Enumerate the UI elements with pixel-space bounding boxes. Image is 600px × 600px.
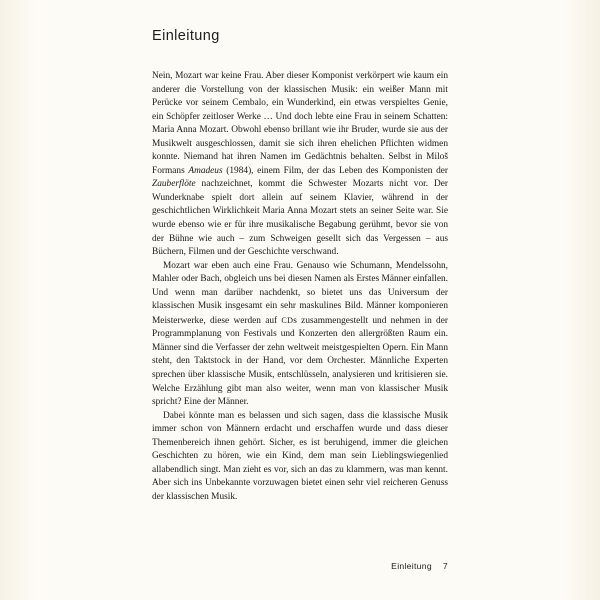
body-text-column (152, 70, 448, 505)
page-title: Einleitung (152, 28, 220, 44)
footer-chapter-label: Einleitung (391, 561, 432, 571)
page-footer (152, 561, 448, 571)
page-number: 7 (442, 561, 448, 571)
paragraph: Dabei könnte man es belassen und sich sagen, dass die klassische Musik immer schon von Männern erdacht und erschaffen wurde und dass dieser Themenbereich ihnen gehört. Sicher, es ist beruhigend, immer die gleichen Geschichten zu hören, wie ein Kind, dem man sein Lieblingswiegenlied allabendlich singt. Man zieht es vor, sich an das zu klammern, was man kennt. Aber sich ins Unbekannte vorzuwagen bietet einen sehr viel reicheren Genuss der klassischen Musik. (152, 410, 448, 502)
paragraph: Nein, Mozart war keine Frau. Aber dieser Komponist verkörpert wie kaum ein anderer die Vorstellung von der klassischen Musik: ein weißer Mann mit Perücke vor seinem Cembalo, ein Wunderkind, ein etwas verspieltes Genie, ein Schöpfer zeitloser Werke … Und doch lebte eine Frau in seinem Schatten: Maria Anna Mozart. Obwohl ebenso brillant wie ihr Bruder, wurde sie aus der Musikwelt ausgeschlossen, damit sie sich ihren ehelichen Pflichten widmen konnte. Niemand hat ihren Namen im Gedächtnis behalten. Selbst in Miloš Formans Amadeus (1984), einem Film, der das Leben des Komponisten der Zauberflöte nachzeichnet, kommt die Schwester Mozarts nicht vor. Der Wunderknabe spielt dort allein auf seinem Klavier, während in der geschichtlichen Wirklichkeit Maria Anna Mozart stets an seiner Seite war. Sie wurde ebenso wie er für ihre musikalische Begabung gerühmt, bevor sie von der Bühne wie auch – zum Schweigen gesellt sich das Vergessen – aus Büchern, Filmen und der Geschichte verschwand. (152, 71, 448, 258)
paragraph: Mozart war eben auch eine Frau. Genauso wie Schumann, Mendelssohn, Mahler oder Bach, obgleich uns bei diesen Namen als Erstes Männer einfallen. Und wenn man darüber nachdenkt, so bietet uns das Universum der klassischen Musik insgesamt ein sehr maskulines Bild. Männer komponieren Meisterwerke, diese werden auf CDs zusammengestellt und nehmen in der Programmplanung von Festivals und Konzerten den allergrößten Raum ein. Männer sind die Verfasser der zehn weltweit meistgespielten Opern. Ein Mann steht, den Taktstock in der Hand, vor dem Orchester. Männliche Experten sprechen über klassische Musik, entschlüsseln, analysieren und kritisieren sie. Welche Erzählung gibt man also weiter, wenn man von klassischer Musik spricht? Eine der Männer. (152, 260, 448, 408)
